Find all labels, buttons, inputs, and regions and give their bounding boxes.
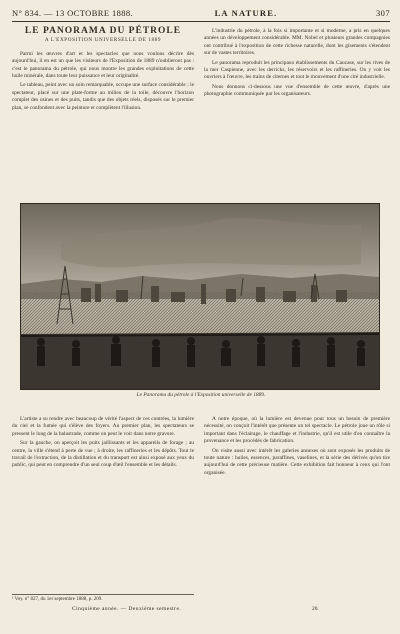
figure-caption: Le Panorama du pétrole à l'Exposition universelle de 1889. — [136, 392, 266, 398]
column-right-bottom — [204, 416, 390, 479]
paragraph: Parmi les œuvres d'art et les spectacles que nous voulons décrire dès aujourd'hui, il en est un que les visiteurs de l'Exposition de 1889 n'oublieront pas : c'est le panorama du pétrole, qui nous montre les grandes exploitations de cette huile minérale, dans toute leur puissance et leur originalité. — [12, 50, 194, 80]
page — [12, 6, 390, 626]
journal-title: LA NATURE. — [214, 8, 278, 18]
issue-number: N° 834. — 13 OCTOBRE 1888. — [12, 8, 134, 18]
running-header — [12, 6, 390, 20]
sheet-mark: 20. — [312, 606, 319, 612]
paragraph: On visite aussi avec intérêt les galeries annexes où sont exposés les produits de toute nature : huiles, essences, paraffines, vaselines, et la série des dérivés qu'on tire aujourd'hui de cette précieuse matière. Cette exhibition fait honneur à ceux qui l'ont organisée. — [204, 447, 390, 476]
footnote: ¹ Voy. n° 827, du 1er septembre 1888, p. 209. — [12, 594, 194, 602]
paragraph: Le panorama reproduit les principaux établissements du Caucase, sur les rives de la mer Caspienne, avec les derricks, les réservoirs et les raffineries. On y voit les ouvriers à l'œuvre, les trains de citernes et tout le mouvement d'une cité industrielle. — [204, 59, 390, 81]
article-title: LE PANORAMA DU PÉTROLE — [24, 26, 182, 36]
column-left-top — [12, 28, 194, 114]
column-left-bottom — [12, 416, 194, 472]
header-rule — [12, 21, 390, 22]
city — [21, 292, 379, 337]
paragraph: L'artiste a su rendre avec beaucoup de vérité l'aspect de ces contrées, la lumière du ciel et la fumée qui s'élève des foyers. Au premier plan, les spectateurs se pressent le long de la balustrade, comme on peut le voir dans notre gravure. — [12, 416, 194, 437]
panorama-engraving — [20, 203, 380, 390]
paragraph: Nous donnons ci-dessous une vue d'ensemble de cette œuvre, d'après une photographie communiquée par les organisateurs. — [204, 83, 390, 98]
paragraph: Sur la gauche, on aperçoit les puits jaillissants et les appareils de forage ; au centre, la ville s'étend à perte de vue ; à droite, les raffineries et les dépôts. Tout le travail de l'extraction, de la distillation et du transport est ainsi exposé aux yeux du public, qui peut en comprendre d'un seul coup d'œil l'ensemble et les détails. — [12, 440, 194, 469]
paragraph: A notre époque, où la lumière est devenue pour tous un besoin de première nécessité, on conçoit l'intérêt que présente un tel spectacle. Le pétrole joue un rôle si important dans l'éclairage, le chauffage et l'industrie, qu'il est utile d'en connaître la provenance et les procédés de fabrication. — [204, 416, 390, 445]
paragraph: Le tableau, peint avec un soin remarquable, occupe une surface considérable ; le spectateur, placé sur une plate-forme au milieu de la toile, découvre l'horizon complet des usines et des puits, tandis que des objets réels, disposés sur le premier plan, se confondent avec la peinture et complètent l'illusion. — [12, 82, 194, 111]
engraving-illustration — [21, 204, 379, 389]
column-right-top — [204, 28, 390, 101]
article-subtitle: A L'EXPOSITION UNIVERSELLE DE 1889 — [44, 37, 162, 44]
paragraph: L'industrie du pétrole, à la fois si importante et si moderne, a pris en quelques années un développement considérable. MM. Nobel et plusieurs grandes compagnies ont contribué à l'exposition de cette richesse naturelle, dont les gisements s'étendent sur de vastes territoires. — [204, 28, 390, 57]
page-number: 307 — [376, 8, 390, 18]
volume-signature: Cinquième année. — Deuxième semestre. — [72, 606, 182, 612]
